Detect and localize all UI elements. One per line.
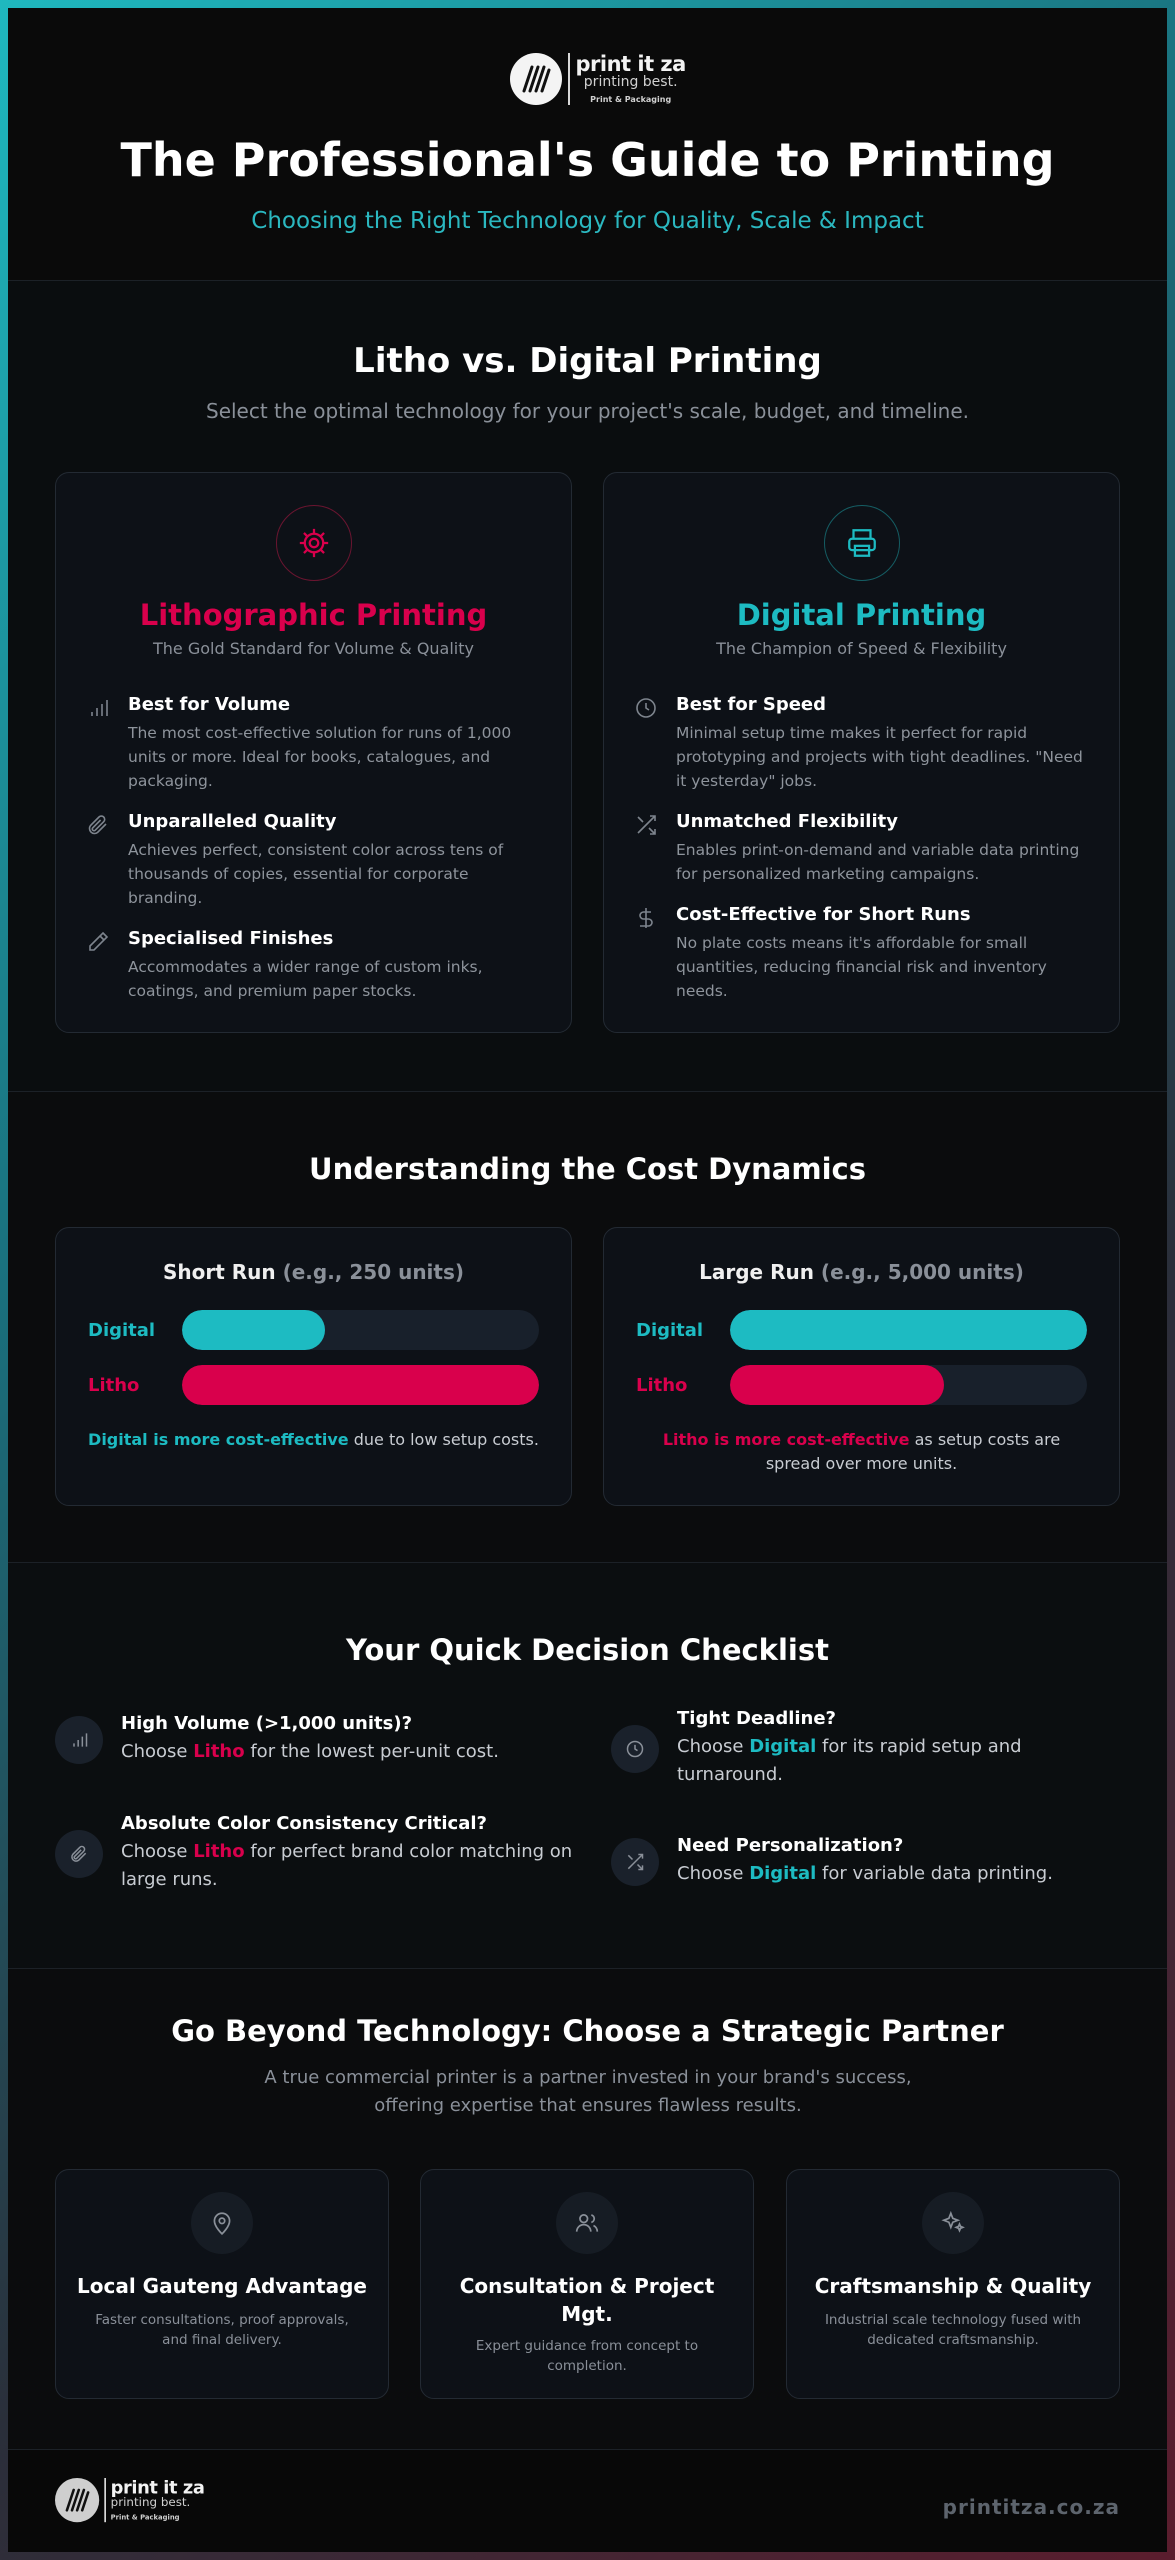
cost-bar-row <box>88 1365 539 1405</box>
checklist-answer: Choose Digital for its rapid setup and turnaround. <box>677 1736 1022 1785</box>
feature-text: Minimal setup time makes it perfect for rapid prototyping and projects with tight deadlines. "Need it yesterday" jobs. <box>676 724 1083 790</box>
large-run-note: Litho is more cost-effective as setup costs are spread over more units. <box>662 1430 1061 1473</box>
cost-title: Understanding the Cost Dynamics <box>309 1152 866 1186</box>
printer-icon <box>824 505 900 581</box>
short-run-note: Digital is more cost-effective due to low setup costs. <box>88 1430 539 1449</box>
checklist-question: High Volume (>1,000 units)? <box>121 1713 413 1734</box>
partner-card <box>420 2169 754 2399</box>
digital-subtitle: The Champion of Speed & Flexibility <box>716 639 1007 658</box>
partner-subtitle: A true commercial printer is a partner invested in your brand's success, offering expertise that ensures flawless results. <box>264 2067 912 2116</box>
paperclip-icon <box>86 811 114 910</box>
clock-icon <box>611 1725 659 1773</box>
partner-card <box>55 2169 389 2399</box>
footer-logo <box>55 2478 204 2522</box>
logo-tagline: printing best. <box>583 74 678 91</box>
brand-logo <box>510 53 686 105</box>
litho-feature <box>86 811 541 910</box>
gear-icon <box>276 505 352 581</box>
partner-section <box>8 1969 1167 2449</box>
website-link[interactable]: printitza.co.za <box>942 2495 1120 2519</box>
paperclip-icon <box>55 1830 103 1878</box>
comparison-section <box>8 281 1167 1091</box>
large-run-card <box>603 1227 1120 1506</box>
bar-label: Litho <box>636 1374 688 1396</box>
clock-icon <box>634 694 662 793</box>
digital-feature <box>634 694 1089 793</box>
checklist-item <box>55 1713 575 1766</box>
logo-name: print it za <box>575 52 686 77</box>
logo-subline: Print & Packaging <box>110 2513 180 2522</box>
checklist-answer: Choose Litho for perfect brand color matching on large runs. <box>121 1841 573 1890</box>
digital-feature <box>634 904 1089 1003</box>
map-pin-icon <box>191 2192 253 2254</box>
partner-card <box>786 2169 1120 2399</box>
partner-card-text: Faster consultations, proof approvals, and final delivery. <box>95 2312 349 2348</box>
feature-text: Achieves perfect, consistent color across tens of thousands of copies, essential for corporate branding. <box>128 841 504 907</box>
users-icon <box>556 2192 618 2254</box>
partner-card-title: Local Gauteng Advantage <box>77 2274 367 2298</box>
short-run-card <box>55 1227 572 1506</box>
checklist-section <box>8 1563 1167 1968</box>
litho-title: Lithographic Printing <box>139 598 488 632</box>
checklist-question: Need Personalization? <box>677 1835 904 1856</box>
litho-subtitle: The Gold Standard for Volume & Quality <box>152 639 474 658</box>
checklist-item <box>611 1708 1091 1789</box>
partner-card-title: Consultation & Project Mgt. <box>459 2274 715 2326</box>
logo-tagline: printing best. <box>110 2496 191 2510</box>
feature-text: Accommodates a wider range of custom inks, coatings, and premium paper stocks. <box>128 958 483 1000</box>
partner-card-text: Industrial scale technology fused with dedicated craftsmanship. <box>824 2312 1082 2348</box>
cost-bar-fill <box>182 1310 325 1350</box>
bar-label: Litho <box>88 1374 140 1396</box>
litho-feature <box>86 694 541 793</box>
dollar-icon <box>634 904 662 1003</box>
pen-icon <box>86 928 114 1003</box>
partner-title: Go Beyond Technology: Choose a Strategic Partner <box>171 2014 1004 2048</box>
cost-section <box>8 1092 1167 1562</box>
digital-card <box>603 472 1120 1033</box>
checklist-question: Absolute Color Consistency Critical? <box>121 1813 487 1834</box>
partner-card-text: Expert guidance from concept to completion. <box>475 2338 699 2374</box>
checklist-item <box>55 1813 585 1894</box>
logo-mark-icon <box>55 2478 99 2522</box>
feature-text: No plate costs means it's affordable for small quantities, reducing financial risk and inventory needs. <box>676 934 1047 1000</box>
checklist-title: Your Quick Decision Checklist <box>346 1633 829 1667</box>
partner-card-title: Craftsmanship & Quality <box>814 2274 1092 2298</box>
comparison-title: Litho vs. Digital Printing <box>353 341 822 381</box>
feature-title: Best for Volume <box>128 694 291 715</box>
bar-chart-icon <box>55 1716 103 1764</box>
checklist-question: Tight Deadline? <box>677 1708 837 1729</box>
infographic-frame <box>8 8 1167 2552</box>
feature-text: The most cost-effective solution for runs of 1,000 units or more. Ideal for books, catalogues, and packaging. <box>128 724 512 790</box>
feature-text: Enables print-on-demand and variable data printing for personalized marketing campaigns. <box>676 841 1080 883</box>
feature-title: Unmatched Flexibility <box>676 811 898 832</box>
checklist-answer: Choose Litho for the lowest per-unit cost. <box>121 1741 499 1762</box>
logo-mark-icon <box>510 53 562 105</box>
footer <box>8 2450 1167 2552</box>
bar-label: Digital <box>636 1319 704 1341</box>
cost-bar-row <box>636 1365 1087 1405</box>
checklist-answer: Choose Digital for variable data printing. <box>677 1863 1053 1884</box>
short-run-title: Short Run (e.g., 250 units) <box>162 1260 465 1284</box>
logo-subline: Print & Packaging <box>590 95 672 105</box>
sparkle-icon <box>922 2192 984 2254</box>
comparison-subtitle: Select the optimal technology for your project's scale, budget, and timeline. <box>206 399 969 423</box>
logo-name: print it za <box>110 2477 205 2498</box>
bar-chart-icon <box>86 694 114 793</box>
litho-card <box>55 472 572 1033</box>
digital-title: Digital Printing <box>736 598 987 632</box>
feature-title: Cost-Effective for Short Runs <box>676 904 971 925</box>
header <box>8 8 1167 280</box>
cost-bar-fill <box>182 1365 539 1405</box>
cost-bar-row <box>636 1310 1087 1350</box>
cost-bar-fill <box>730 1365 944 1405</box>
shuffle-icon <box>611 1838 659 1886</box>
cost-bar-fill <box>730 1310 1087 1350</box>
cost-bar-row <box>88 1310 539 1350</box>
feature-title: Unparalleled Quality <box>128 811 337 832</box>
shuffle-icon <box>634 811 662 886</box>
large-run-title: Large Run (e.g., 5,000 units) <box>699 1260 1024 1284</box>
checklist-item <box>611 1835 1111 1888</box>
page-title: The Professional's Guide to Printing <box>120 133 1055 187</box>
page-subtitle: Choosing the Right Technology for Quality, Scale & Impact <box>251 208 924 234</box>
digital-feature <box>634 811 1089 886</box>
bar-label: Digital <box>88 1319 156 1341</box>
feature-title: Best for Speed <box>676 694 827 715</box>
litho-feature <box>86 928 541 1003</box>
feature-title: Specialised Finishes <box>128 928 334 949</box>
